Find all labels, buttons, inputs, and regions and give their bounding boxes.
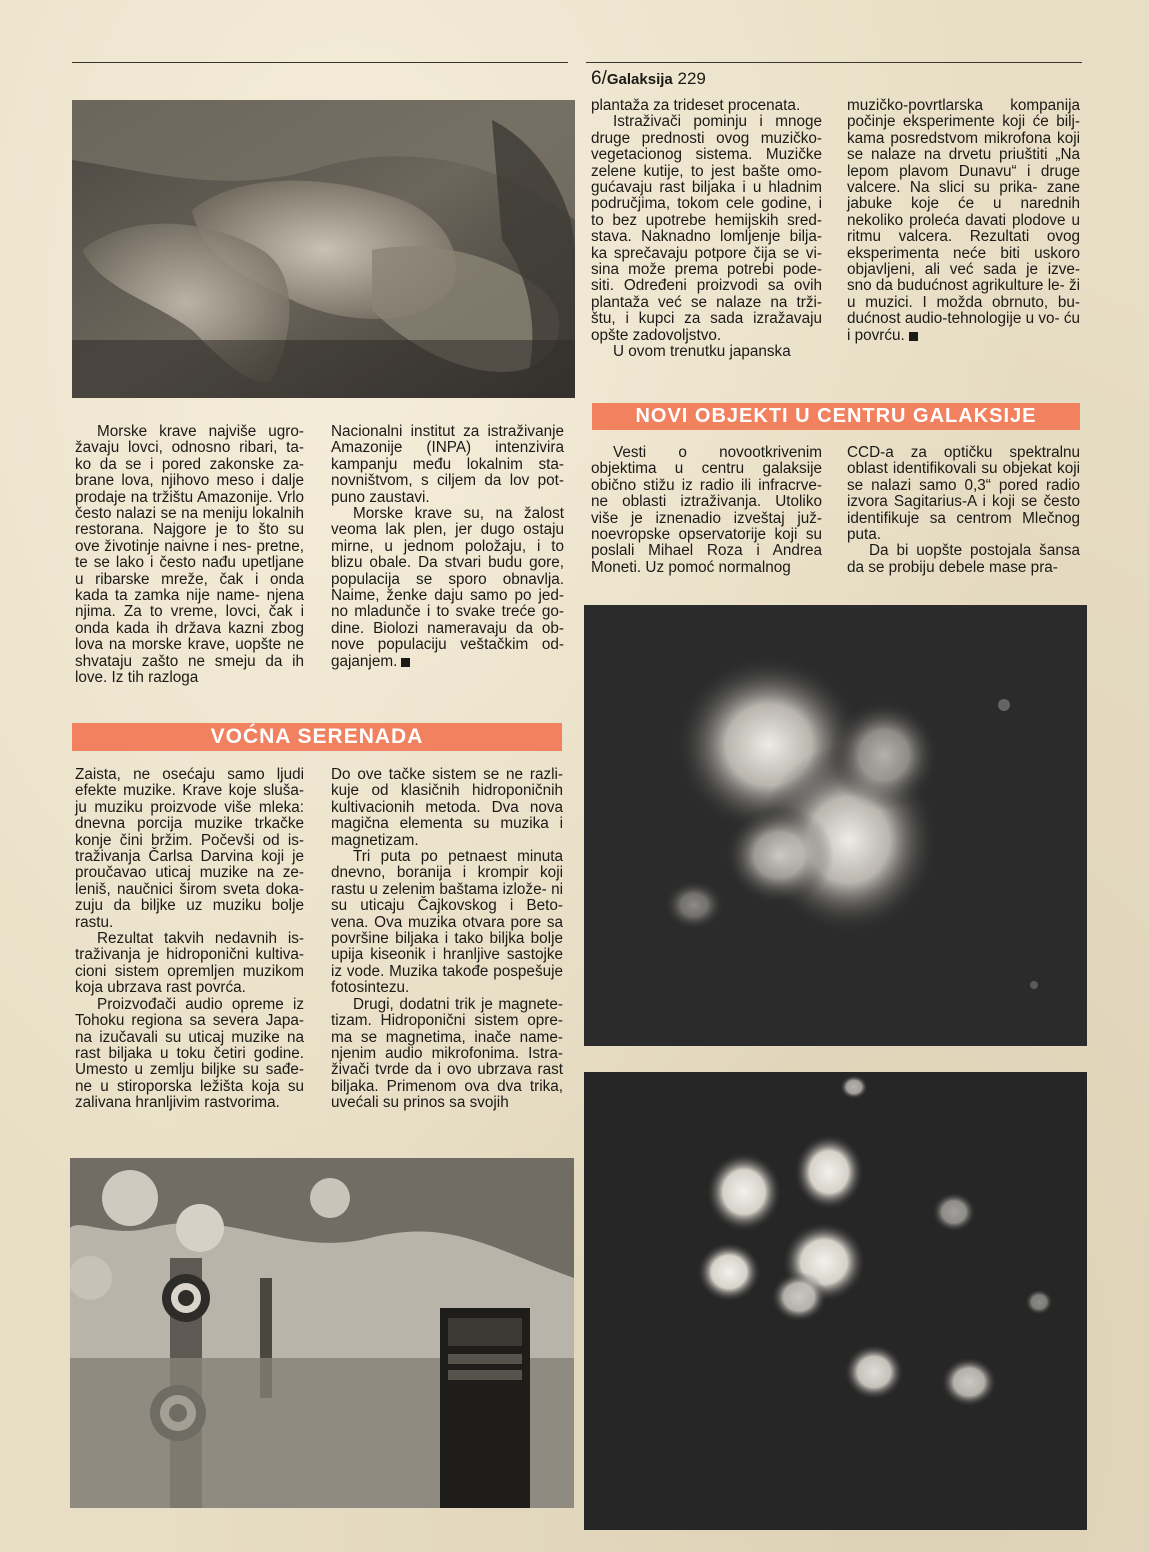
text-line: dine. Biolozi nameravaju da ob- xyxy=(331,619,564,637)
galaxy-center-photo-1 xyxy=(584,605,1087,1046)
text-line: objavljeni, ali već sada je izve- xyxy=(847,261,1080,279)
end-mark xyxy=(909,332,918,341)
text-line: ću i povrću. xyxy=(847,310,1081,344)
text-line: ni su uticaju Čajkovskog i Beto- xyxy=(331,880,563,915)
text-line: magična elementa su muzika i xyxy=(331,815,563,833)
text-line: njenim audio mikrofonima. Istra- xyxy=(331,1044,563,1062)
text-line: sa površine biljaka i tako biljka xyxy=(331,913,564,948)
text-line: U ovom trenutku japanska xyxy=(613,343,791,361)
text-line: koji se nalazi samo 0,3“ pored xyxy=(847,460,1080,494)
page-folio xyxy=(591,68,706,90)
text-line: koji se nalaze na drvetu priuštiti xyxy=(847,129,1080,164)
text-line: Tohoku regiona sa severa Japa- xyxy=(75,1012,304,1030)
text-line: štu, i kupci za sada izražavaju xyxy=(591,310,822,328)
text-line: novništvom, s ciljem da lov pot- xyxy=(331,472,564,490)
text-line: brane lova, njihovo meso i dalje xyxy=(75,472,304,490)
text-line: Tri puta po petnaest minuta xyxy=(353,848,563,866)
text-line: objektima u centru galaksije xyxy=(591,460,822,478)
text-line: konje čini bržim. Počevši od is- xyxy=(75,831,304,849)
text-line: zalivana hranljivim rastvorima. xyxy=(75,1094,280,1112)
text-line: počinje eksperimente koji će bilj- xyxy=(847,113,1080,131)
text-line: ne oblasti iztraživanja. Utoliko xyxy=(591,493,822,511)
fruit-article-column-3 xyxy=(591,98,822,361)
text-line: pretne, te se lako i često nađu xyxy=(75,537,304,572)
text-line: žavaju lovci, odnosno ribari, ta- xyxy=(75,439,304,457)
text-line: kultivacionih metoda. Dva nova xyxy=(331,798,563,816)
text-line: rastu u zelenim baštama izlože- xyxy=(331,880,547,898)
text-line: ju muziku proizvode više mleka: xyxy=(75,798,304,816)
text-line: ko da se i pored zakonske za- xyxy=(75,455,304,473)
text-line: Vrlo često nalazi se na meniju xyxy=(75,488,304,523)
text-line: njena njima. Za to vreme, lovci, xyxy=(75,587,305,621)
text-line: zane jabuke koje će u narednih xyxy=(847,179,1081,213)
text-line: upetljane u ribarske mreže, čak xyxy=(75,554,305,588)
text-line: rastu. xyxy=(75,913,114,931)
text-line: proučavao uticaj muzike na ze- xyxy=(75,864,304,882)
galaxy-title: NOVI OBJEKTI U CENTRU GALAKSIJE xyxy=(635,405,1037,427)
text-line: rast biljaka. Primenom ova dva xyxy=(331,1061,563,1095)
text-line: ka sprečavaju potpore čija se vi- xyxy=(591,244,822,262)
galaxy-article-column-1 xyxy=(591,445,822,576)
text-line: kama posredstvom mikrofona xyxy=(847,129,1052,147)
text-line: oblast identifikovali su objekat xyxy=(847,460,1052,478)
text-line: ži u muzici. I možda obrnuto, bu- xyxy=(847,277,1081,311)
text-line: CCD-a za optičku spektralnu xyxy=(847,444,1080,461)
text-line: Amazonije (INPA) intenzivira xyxy=(331,439,564,457)
text-line: što su ove životinje naivne i nes- xyxy=(75,521,305,555)
text-line: područjima, tokom cele godine, xyxy=(591,195,812,213)
text-line: Rezultat takvih nedavnih is- xyxy=(97,930,304,948)
text-line: magnetizam. xyxy=(331,831,419,849)
text-line: lokalnih restorana. Najgore je to xyxy=(75,505,305,539)
text-line: efekte muzike. Krave koje sluša- xyxy=(75,782,304,800)
text-line: Drugi, dodatni trik je magnete- xyxy=(353,995,563,1013)
text-line: sno da budućnost agrikulture le- xyxy=(847,277,1065,295)
text-line: stava. Naknadno lomljenje bilja- xyxy=(591,228,822,246)
text-line: na izučavali su uticaj muzike na xyxy=(75,1028,304,1046)
text-line: rast biljaka u toku četiri godine. xyxy=(75,1044,304,1062)
text-line: smeju da ih love. Iz tih razloga xyxy=(75,652,305,687)
text-line: više je iznenadio izveštaj juž- xyxy=(591,509,822,527)
text-line: prodaje na tržištu Amazonije. xyxy=(75,488,273,506)
text-line: druge prednosti ovog muzičko- xyxy=(591,129,822,147)
text-line: plantaža za trideset procenata. xyxy=(591,97,801,114)
text-line: traživanja Čarlsa Darvina koji je xyxy=(75,848,304,866)
text-line: druge valcere. Na slici su prika- xyxy=(847,162,1080,197)
text-line: gajanjem. xyxy=(331,652,398,670)
text-line: uopšte ne shvataju zašto ne xyxy=(75,636,304,670)
text-line: leniš, naučnici širom sveta doka- xyxy=(75,880,304,898)
page-number: 229 xyxy=(677,69,706,88)
text-line: Istraživači pominju i mnoge xyxy=(613,113,822,131)
manatee-article-column-1 xyxy=(75,424,304,687)
text-line: opšte zadovoljstvo. xyxy=(591,326,722,344)
text-line: Umesto u zemlju biljke su sađe- xyxy=(75,1061,304,1079)
text-line: sastojke iz vode. Muzika takođe xyxy=(331,946,564,980)
apple-tree-speaker-photo xyxy=(70,1158,574,1508)
text-line: nekoliko proleća davati plodove xyxy=(847,211,1066,229)
text-line: zbog lova na morske krave, xyxy=(75,619,305,654)
text-line: u ritmu valcera. Rezultati ovog xyxy=(847,211,1081,246)
text-line: no mladunče i to svake treće go- xyxy=(331,603,564,621)
text-line: Do ove tačke sistem se ne razli- xyxy=(331,766,563,783)
galaxy-article-column-2 xyxy=(847,445,1080,576)
text-line: gućavaju rast biljaka i u hladnim xyxy=(591,179,822,197)
text-line: čak i onda kada ih država kazni xyxy=(75,603,305,637)
text-line: kuje od klasičnih hidroponičnih xyxy=(331,782,563,800)
fruit-serenade-title: VOĆNA SERENADA xyxy=(210,725,424,748)
magazine-name: Galaksija xyxy=(606,71,673,88)
text-line: trika, uvećali su prinos sa svojih xyxy=(331,1077,563,1112)
text-line: vegetacionog sistema. Muzičke xyxy=(591,146,822,164)
text-line: Vesti o novootkrivenim xyxy=(613,444,822,461)
text-line: sina može prema potrebi pode- xyxy=(591,261,822,279)
text-line: kampanju među lokalnim sta- xyxy=(331,455,564,473)
text-line: Zaista, ne osećaju samo ljudi xyxy=(75,766,304,783)
text-line: poslali Mihael Roza i Andrea xyxy=(591,542,822,560)
text-line: ma se magnetima, inače name- xyxy=(331,1028,563,1046)
galaxy-banner xyxy=(592,403,1080,430)
text-line: traživanja je hidroponični kultiva- xyxy=(75,946,304,964)
text-line: Morske krave najviše ugro- xyxy=(97,423,304,440)
text-line: i onda kada ta zamka nije name- xyxy=(75,570,304,605)
text-line: tizam. Hidroponični sistem opre- xyxy=(331,1012,563,1030)
text-line: veoma lak plen, jer dugo ostaju xyxy=(331,521,564,539)
text-line: Naime, ženke daju samo po jed- xyxy=(331,587,564,605)
text-line: dnevno, boranija i krompir koji xyxy=(331,864,563,882)
text-line: bolje upija kiseonik i hranljive xyxy=(331,930,563,964)
text-line: i to bez upotrebe hemijskih sred- xyxy=(591,195,822,229)
text-line: „Na lepom plavom Dunavu“ i xyxy=(847,146,1080,180)
text-line: radio izvora Sagitarius-A i koji xyxy=(847,476,1081,511)
galaxy-center-photo-2 xyxy=(584,1072,1087,1530)
text-line: ne u stiroporska ležišta koja su xyxy=(75,1077,304,1095)
text-line: da se probiju debele mase pra- xyxy=(847,558,1058,576)
manatee-article-column-2 xyxy=(331,424,564,670)
issue-number: 6/ xyxy=(591,68,607,89)
end-mark xyxy=(401,658,410,667)
text-line: dućnost audio-tehnologije u vo- xyxy=(847,310,1060,328)
text-line: siti. Određeni proizvodi sa ovih xyxy=(591,277,822,295)
text-line: mirne, u jednom položaju, i to xyxy=(331,537,564,555)
text-line: Moneti. Uz pomoć normalnog xyxy=(591,558,791,576)
text-line: Proizvođači audio opreme iz xyxy=(97,995,304,1013)
fruit-article-column-1 xyxy=(75,767,304,1112)
text-line: eksperimenta neće biti uskoro xyxy=(847,244,1080,262)
text-line: muzičko-povrtlarska kompanija xyxy=(847,97,1080,114)
text-line: puno zaustavi. xyxy=(331,488,430,506)
text-line: zelene kutije, to jest bašte omo- xyxy=(591,162,822,180)
text-line: blizu obale. Da stvari budu gore, xyxy=(331,554,564,572)
manatee-photo xyxy=(72,100,575,398)
text-line: populacija se sporo obnavlja. xyxy=(331,570,564,588)
text-line: koja ubrzava rast povrća. xyxy=(75,979,246,997)
fruit-article-column-2 xyxy=(331,767,563,1112)
text-line: cioni sistem opremljen muzikom xyxy=(75,962,304,980)
text-line: nove populaciju veštačkim od- xyxy=(331,636,564,654)
text-line: Nacionalni institut za istraživanje xyxy=(331,423,564,440)
header-rule-right xyxy=(586,62,1082,63)
text-line: zuju da biljke uz muziku bolje xyxy=(75,897,304,915)
text-line: Mlečnog puta. xyxy=(847,509,1080,544)
text-line: vena. Ova muzika otvara pore xyxy=(331,913,542,931)
fruit-serenade-banner xyxy=(72,723,562,751)
fruit-article-column-4 xyxy=(847,98,1080,344)
text-line: živači tvrde da i ovo ubrzava xyxy=(331,1061,532,1079)
text-line: pospešuje fotosintezu. xyxy=(331,962,564,997)
text-line: plantaža već se nalaze na trži- xyxy=(591,293,822,311)
text-line: noevropske opservatorije koji su xyxy=(591,526,822,544)
text-line: Morske krave su, na žalost xyxy=(353,505,564,523)
header-rule-left xyxy=(72,62,568,63)
text-line: obično stižu iz radio ili infracrve- xyxy=(591,476,822,494)
text-line: se često identifikuje sa centrom xyxy=(847,493,1081,527)
text-line: Da bi uopšte postojala šansa xyxy=(869,542,1080,560)
text-line: dnevna porcija muzike trkačke xyxy=(75,815,304,833)
